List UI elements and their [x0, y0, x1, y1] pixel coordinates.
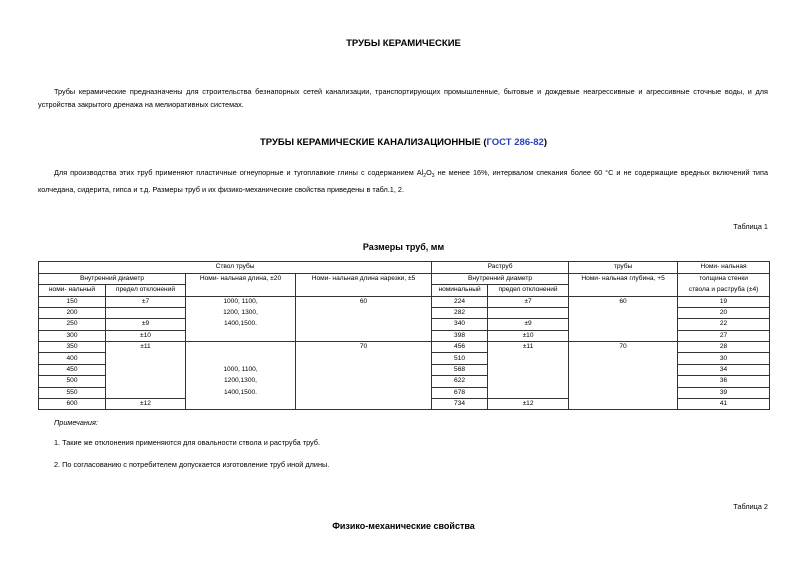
cell-thick: 30: [678, 353, 770, 364]
cell-depth-b: 70: [569, 342, 678, 410]
cell-tol: ±12: [106, 399, 186, 410]
cell-r-tol: [488, 307, 569, 318]
para2-start: Для производства этих труб применяют пластичные огнеупорные и тугоплавкие глины с содержанием Al: [54, 168, 424, 177]
cell-tol: ±7: [106, 296, 186, 307]
section-title: [0, 137, 807, 148]
cell-r-diam: 224: [432, 296, 488, 307]
header-tolerance: предел отклонений: [106, 285, 186, 297]
cell-thick: 34: [678, 364, 770, 375]
cell-diam: 600: [39, 399, 106, 410]
cell-len: 1000, 1100,: [186, 364, 296, 375]
para2-end: не менее 16%, интервалом спекания более 60 °С и не содержащие вредных включений типа колчедана, сидерита, гипса и т.д. Размеры труб и их физико-механические свойства приведены в табл.1, 2.: [38, 168, 769, 194]
page-title: ТРУБЫ КЕРАМИЧЕСКИЕ: [346, 38, 461, 49]
cell-r-diam: 282: [432, 307, 488, 318]
header-stvol: Ствол трубы: [39, 262, 432, 274]
cell-r-tol: ±11: [488, 342, 569, 399]
header-nominal-socket: номинальный: [432, 285, 488, 297]
cell-len: 1200, 1300,: [186, 307, 296, 318]
cell-cut-length-b: 70: [296, 342, 432, 410]
cell-thick: 19: [678, 296, 770, 307]
cell-len: [186, 353, 296, 364]
cell-thick: 20: [678, 307, 770, 318]
note-1: 1. Такие же отклонения применяются для овальности ствола и раструба труб.: [54, 438, 320, 447]
cell-r-diam: 510: [432, 353, 488, 364]
cell-thick: 36: [678, 376, 770, 387]
cell-cut-length-a: 60: [296, 296, 432, 342]
header-rastrub: Раструб: [432, 262, 569, 274]
section-title-end: ): [543, 137, 547, 148]
notes-heading: Примечания:: [54, 418, 98, 427]
para2-oxygen: O: [426, 168, 432, 177]
header-nom-thick-3: ствола и раструба (±4): [678, 285, 770, 297]
header-truby: трубы: [569, 262, 678, 274]
header-nominal-cut-length: Номи- нальная длина нарезки, ±5: [296, 273, 432, 296]
cell-r-tol: ±9: [488, 319, 569, 330]
cell-r-diam: 340: [432, 319, 488, 330]
pipe-sizes-table: [38, 261, 770, 410]
intro-paragraph: Трубы керамические предназначены для строительства безнапорных сетей канализации, транспортирующих промышленные, бытовые и дождевые неагрессивные и агрессивные сточные воды, и для устройства закрытого дренажа на мелиоративных системах.: [38, 87, 768, 109]
cell-tol: ±11: [106, 342, 186, 399]
cell-thick: 41: [678, 399, 770, 410]
cell-r-tol: ±7: [488, 296, 569, 307]
cell-depth-a: 60: [569, 296, 678, 342]
cell-tol: [106, 307, 186, 318]
table2-title: Физико-механические свойства: [332, 521, 475, 531]
cell-diam: 150: [39, 296, 106, 307]
section-title-text: ТРУБЫ КЕРАМИЧЕСКИЕ КАНАЛИЗАЦИОННЫЕ (: [260, 137, 487, 148]
cell-diam: 500: [39, 376, 106, 387]
cell-len: 1200,1300,: [186, 376, 296, 387]
table2-label: Таблица 2: [733, 502, 768, 511]
header-nominal-length: Номи- нальная длина, ±20: [186, 273, 296, 296]
composition-paragraph: [38, 166, 768, 196]
cell-r-diam: 678: [432, 387, 488, 398]
cell-len: 1400,1500.: [186, 319, 296, 330]
al-subscript: 2: [423, 173, 427, 179]
table1-title: Размеры труб, мм: [362, 242, 445, 252]
cell-thick: 27: [678, 330, 770, 341]
cell-r-diam: 734: [432, 399, 488, 410]
cell-len: [186, 330, 296, 341]
cell-diam: 300: [39, 330, 106, 341]
o-subscript: 3: [431, 173, 435, 179]
cell-tol: ±10: [106, 330, 186, 341]
cell-thick: 28: [678, 342, 770, 353]
cell-diam: 350: [39, 342, 106, 353]
header-nominal-depth: Номи- нальная глубина, +5: [569, 273, 678, 296]
cell-diam: 250: [39, 319, 106, 330]
cell-tol: ±9: [106, 319, 186, 330]
cell-r-diam: 568: [432, 364, 488, 375]
header-nom-thick-2: толщина стенки: [678, 273, 770, 285]
cell-len: 1000, 1100,: [186, 296, 296, 307]
cell-r-diam: 398: [432, 330, 488, 341]
header-inner-diameter: Внутренний диаметр: [39, 273, 186, 285]
cell-len: [186, 342, 296, 353]
table1-label: Таблица 1: [733, 222, 768, 231]
cell-thick: 22: [678, 319, 770, 330]
cell-diam: 450: [39, 364, 106, 375]
cell-r-tol: ±10: [488, 330, 569, 341]
cell-r-diam: 456: [432, 342, 488, 353]
note-2: 2. По согласованию с потребителем допускается изготовление труб иной длины.: [54, 460, 330, 469]
header-tolerance-socket: предел отклонений: [488, 285, 569, 297]
cell-thick: 39: [678, 387, 770, 398]
cell-len: [186, 399, 296, 410]
header-inner-diameter-socket: Внутренний диаметр: [432, 273, 569, 285]
cell-r-tol: ±12: [488, 399, 569, 410]
header-nominal: номи- нальный: [39, 285, 106, 297]
header-nom-thick-1: Номи- нальная: [678, 262, 770, 274]
cell-diam: 400: [39, 353, 106, 364]
gost-link[interactable]: ГОСТ 286-82: [486, 137, 544, 148]
cell-r-diam: 622: [432, 376, 488, 387]
cell-diam: 200: [39, 307, 106, 318]
cell-diam: 550: [39, 387, 106, 398]
cell-len: 1400,1500.: [186, 387, 296, 398]
